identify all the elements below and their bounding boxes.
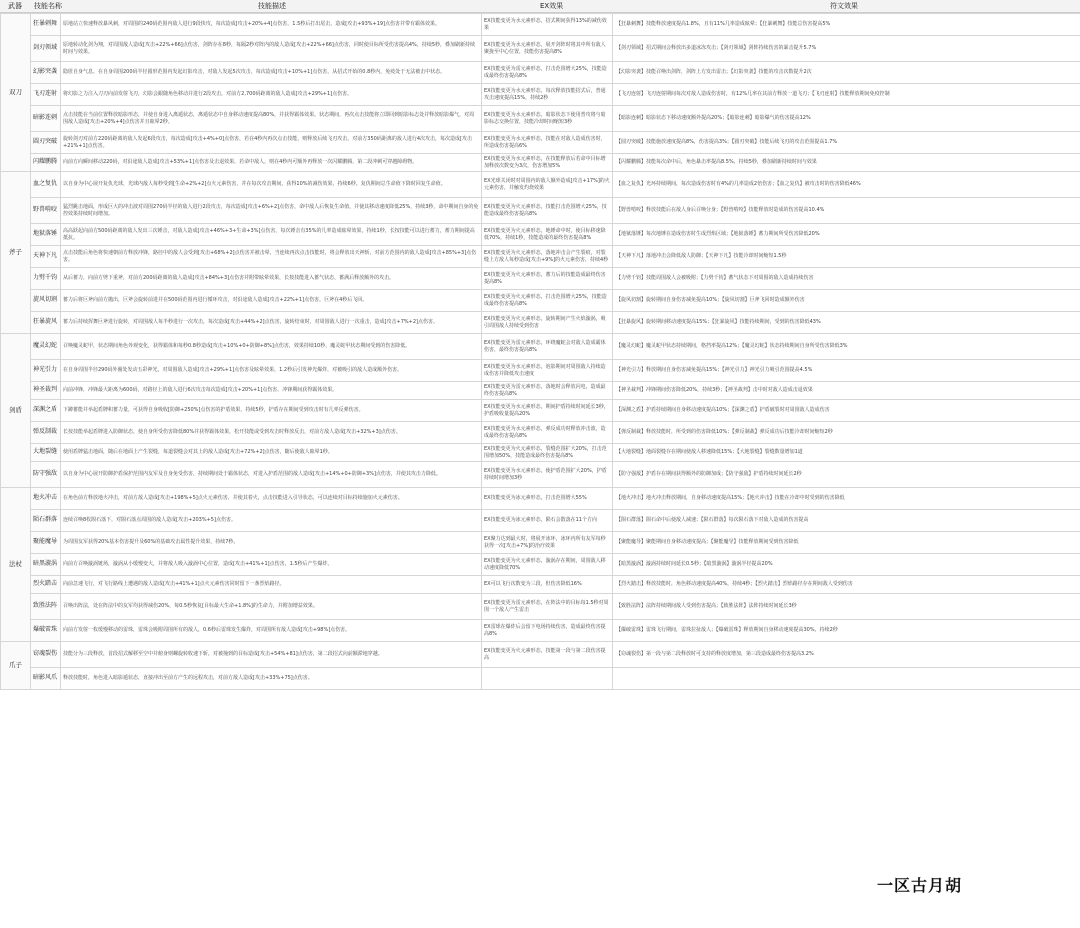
skill-row: [1, 382, 1080, 400]
rune-effect-cell: [613, 668, 1080, 690]
ex-effect-cell: EX技能变更为水元素形态，技能在对敌人造成伤害时，所造成伤害提高6%: [482, 132, 613, 154]
skill-row: [1, 576, 1080, 594]
rune-effect-cell: 【烈火踏击】释放技能时，角色移动速度提高40%，持续4秒；【烈火踏击】烈焰路径存在期间敌人受到伤害: [613, 576, 1080, 594]
ex-effect-cell: EX可以飞行次数变为三段，但伤害降低16%: [482, 576, 613, 594]
skill-row: [1, 462, 1080, 488]
rune-effect-cell: 【幻影突袭】技能召唤出剑阵，剑阵上方发出雷击；【幻影突袭】技能的攻击次数提升2次: [613, 62, 1080, 84]
ex-effect-cell: EX技能变更为雷元素形态，打击范围增大25%，技能造成最终伤害提高8%: [482, 62, 613, 84]
skill-row: [1, 594, 1080, 620]
desc-cell: 向前急速飞行，对飞行路线上遭遇的敌人造成[攻击+41%+1]点火元素伤害同时留下一条烈焰路径。: [61, 576, 482, 594]
header-ex: EX效果: [540, 2, 564, 10]
skill-row: [1, 532, 1080, 554]
skill-row: [1, 14, 1080, 36]
skill-name-cell: 致胜法阵: [31, 594, 61, 620]
rune-effect-cell: 【深渊之盾】护盾持续期间自身移动速度提高10%；【深渊之盾】护盾破裂时对周围敌人造成伤害: [613, 400, 1080, 422]
desc-cell: 隐匿自身气息，在自身周围200码半径圆形范围内发起幻影攻击，对敌人发起5次攻击，每次造成[攻击+10%+1]点伤害，从招式开始的0.8秒内，免疫处于无法被击中状态。: [61, 62, 482, 84]
skill-row: [1, 132, 1080, 154]
rune-effect-cell: 【大地裂缝】地面裂缝存在期间使敌人移速降低15%；【大地裂缝】裂缝数量增加1道: [613, 444, 1080, 462]
desc-cell: 原地转动化剑为翔，对周围敌人造成[攻击+22%+66]点伤害，剑阵存在8秒，每隔2秒对阵内的敌人造成[攻击+22%+66]点伤害，同时使目标所受伤害提高4%，持续5秒，叠加刷新持续时间与效果。: [61, 36, 482, 62]
ex-effect-cell: EX聚力达到最大时，将展开冰环，冰环内所有友军每秒获得一次[攻击+7%]的治疗效果: [482, 532, 613, 554]
skill-name-cell: 旋风切割: [31, 290, 61, 312]
skill-table: [0, 13, 1080, 690]
skill-name-cell: 暗影风爪: [31, 668, 61, 690]
skill-row: [1, 554, 1080, 576]
weapon-cell: 双刀: [1, 14, 31, 172]
ex-effect-cell: EX光球关闭时对周围内的敌人额外造成[攻击+17%]的火元素伤害，并触发灼烧效果: [482, 172, 613, 198]
rune-effect-cell: 【魔灵幻蛇】魔灵蛇甲状态持续期间，格挡率提高12%；【魔灵幻蛇】状态持续期间自身所受伤害降低3%: [613, 334, 1080, 360]
skill-row: [1, 154, 1080, 172]
skill-name-cell: 弹反制裁: [31, 422, 61, 444]
skill-name-cell: 窃魂裂伤: [31, 642, 61, 668]
skill-name-cell: 防守强敌: [31, 462, 61, 488]
header-skill: 技能名称: [34, 2, 62, 10]
rune-effect-cell: 【暗影连刺】暗影状态下移动速度额外提高20%；【暗影连刺】暗影爆气的伤害提高12%: [613, 106, 1080, 132]
desc-cell: 点击技能后角色将快速朝前方释放冲锋，路径中的敌人会受到[攻击+68%+2]点伤害并被击晕，当连续再次点击技能时，将会释放出天神斩，对前方范围内的敌人造成[攻击+85%+3]点伤害。: [61, 246, 482, 268]
skill-row: [1, 444, 1080, 462]
ex-effect-cell: EX技能变更为冰元素形态，打击范围增大55%: [482, 488, 613, 510]
skill-name-cell: 陨石群落: [31, 510, 61, 532]
skill-row: [1, 268, 1080, 290]
rune-effect-cell: 【狂暴旋风】旋转期间移动速度提高15%；【狂暴旋风】技能持续期间，受到的伤害降低43%: [613, 312, 1080, 334]
skill-name-cell: 地狱落锤: [31, 224, 61, 246]
rune-effect-cell: 【聚能魔导】聚能期间自身移动速度提高；【聚能魔导】技能释放期间受到伤害降低: [613, 532, 1080, 554]
skill-name-cell: 神光引力: [31, 360, 61, 382]
ex-effect-cell: EX技能变更为火元素形态，裂缝范围扩大20%，打击范围增加50%，技能造成最终伤害提高8%: [482, 444, 613, 462]
skill-row: [1, 360, 1080, 382]
rune-effect-cell: 【力劈千钧】技能周围敌人会被吸附；【力劈千钧】蓄气状态下对周围的敌人造成持续伤害: [613, 268, 1080, 290]
skill-name-cell: 闪耀鹏腾: [31, 154, 61, 172]
desc-cell: 为周围友军获得20%基本伤害提升及60%的基础攻击属性提升效果，持续7秒。: [61, 532, 482, 554]
ex-effect-cell: EX技能变更为水元素形态，期间护盾持续时间延长3秒，护盾吸收量提高20%: [482, 400, 613, 422]
desc-cell: 技能分为三段释放，首段招式解移至空中并俯身则螺旋转收速下斩，对被撞到的目标造成[攻击+54%+81]点伤害，第二段招式向前额滞地穿越。: [61, 642, 482, 668]
skill-row: [1, 488, 1080, 510]
ex-effect-cell: EX技能变更为水元素形态，展开剑阵时将其中所有敌人聚拢至中心位置，技能伤害提高8%: [482, 36, 613, 62]
skill-name-cell: 神圣裁判: [31, 382, 61, 400]
ex-effect-cell: EX技能变更为水元素形态，每次释放技能招式后，普通攻击速度提高15%，持续2秒: [482, 84, 613, 106]
header-row: [0, 0, 1080, 13]
desc-cell: 向前方发射一枚缓慢移动的雷珠，雷珠会吸附周围所有的敌人，0.6秒后雷珠发生爆炸，对周围所有敌人造成[攻击+98%]点伤害。: [61, 620, 482, 642]
desc-cell: 以自身为中心展开复仇光球，光球内敌人每秒受到[生命+2%+2]点火元素伤害，并在每次攻击期间，获得10%的减伤效果，持续6秒。复仇期间总生命值下降时回复生命值。: [61, 172, 482, 198]
desc-cell: 向前方向瞬间移动220码，对沿途敌人造成[攻击+53%+1]点伤害及击退效果，若命中敌人，则在4秒内可额外再释放一次闪耀鹏腾，第二段冲刺可穿越障碍物。: [61, 154, 482, 172]
skill-name-cell: 地火冲击: [31, 488, 61, 510]
skill-name-cell: 狂暴旋风: [31, 312, 61, 334]
skill-name-cell: 圆刃突破: [31, 132, 61, 154]
rune-effect-cell: 【暗黑漩涡】漩涡持续时间延长0.5秒；【暗黑漩涡】漩涡半径提高20%: [613, 554, 1080, 576]
desc-cell: 蓄力后将巨斧向前方抛出，巨斧会旋转前进并在500码范围内进行循环攻击，对沿途敌人造成[攻击+22%+1]点伤害，巨斧在4秒后飞回。: [61, 290, 482, 312]
skill-name-cell: 聚能魔导: [31, 532, 61, 554]
skill-row: [1, 510, 1080, 532]
desc-cell: 点击技能在当前位置释放暗影形态，并使自身进入离遁状态，离遁状态中自身移动速度提高80%，并获得霸体效果。状态期间，再次点击技能将立即回到暗影标志处并释放暗影爆气，对周围敌人造成[攻击+20%+4]点伤害并且眩晕2秒。: [61, 106, 482, 132]
header-weapon: 武器: [8, 2, 22, 10]
desc-cell: 蓄力后持续挥舞巨斧进行旋转，对周围敌人每半秒进行一次攻击，每次造成[攻击+44%+2]点伤害，旋转结束时，对周围敌人进行一次重击，造成[攻击+7%+2]点伤害。: [61, 312, 482, 334]
skill-row: [1, 84, 1080, 106]
skill-name-cell: 爆破雷珠: [31, 620, 61, 642]
desc-cell: 在角色前方释放地火冲击，对前方敌人造成[攻击+198%+5]点火元素伤害，并使其着火，点击技能进入引导状态，可以连续对目标持续施加火元素伤害。: [61, 488, 482, 510]
skill-row: [1, 172, 1080, 198]
desc-cell: 释放技能时，角色进入暗影遁状态，直接冲出至前方产生的远程攻击，对前方敌人造成[攻击+33%+75]点伤害。: [61, 668, 482, 690]
desc-cell: 向前冲锋，冲锋最大距离为600码，对路径上的敌人进行6次攻击每次造成[攻击+20%+1]点伤害，冲锋期间获得霸体效果。: [61, 382, 482, 400]
skill-name-cell: 狂暴刺舞: [31, 14, 61, 36]
rune-effect-cell: 【闪耀鹏腾】技能每次命中后，角色暴击率提高8.5%，持续5秒，叠加刷新持续时间与效果: [613, 154, 1080, 172]
skill-row: [1, 312, 1080, 334]
desc-cell: 召唤出阵法，处在阵法中的友军均获得减伤20%，每0.5秒恢复[目标最大生命+1.8%]的生命力，并附加增益效果。: [61, 594, 482, 620]
desc-cell: 下蹲蓄能并举起盾牌积蓄力量，可获得自身吸收[防御+250%]点伤害的护盾效果，持续5秒，护盾存在期间受到攻击时有几率反弹伤害。: [61, 400, 482, 422]
skill-name-cell: 大地裂缝: [31, 444, 61, 462]
desc-cell: 旋转剑刃对前方220码距离的敌人发起6段攻击，每次造成[攻击+4%+0]点伤害，若在4秒内再次点击技能，则释放后续飞刃攻击，对前方350码距离的敌人进行4次攻击，每次造成[攻击+21%+1]点伤害。: [61, 132, 482, 154]
rune-effect-cell: 【飞刃连射】飞刃连射期间每次对敌人造成伤害时，有12%几率在其前方释放一道飞刃；【飞刃连射】技能释放期间免疫控制: [613, 84, 1080, 106]
rune-effect-cell: 【剑刃领域】招式期间会释放出多道冰冻攻击；【剑刃领域】剑阵持续伤害的暴击提升5.7%: [613, 36, 1080, 62]
desc-cell: 将幻影之力注入刀刃向前发射飞刃，幻影会跟随角色移动并进行2段攻击，对前方2,700码距离的敌人造成[攻击+29%+1]点伤害。: [61, 84, 482, 106]
ex-effect-cell: EX技能变更为水元素形态，在技能释放后若命中目标增加释放次数变为3次，伤害增加5%: [482, 154, 613, 172]
skill-row: [1, 106, 1080, 132]
skill-row: [1, 668, 1080, 690]
rune-effect-cell: 【天神下凡】落地冲击会降低敌人防御；【天神下凡】技能冷却时间缩短1.5秒: [613, 246, 1080, 268]
skill-name-cell: 深渊之盾: [31, 400, 61, 422]
ex-effect-cell: EX技能变更为雷元素形态，落地时会释放闪电，造成最终伤害提高8%: [482, 382, 613, 400]
rune-effect-cell: 【防守强敌】护盾存在期间获得额外的防御加成；【防守强敌】护盾持续时间延长2秒: [613, 462, 1080, 488]
rune-effect-cell: 【神圣裁判】冲锋期间伤害降低20%，持续3秒；【神圣裁判】击中时对敌人造成击退效果: [613, 382, 1080, 400]
rune-effect-cell: 【血之复仇】光环持续期间，每次造成伤害时有4%的几率造成2倍伤害；【血之复仇】被攻击时的伤害降低46%: [613, 172, 1080, 198]
skill-name-cell: 血之复仇: [31, 172, 61, 198]
desc-cell: 向前方召唤漩涡链场，漩涡从小缓慢变大，并将敌人吸入漩涡中心位置，造成[攻击+41%+1]点伤害，1.5秒后产生爆炸。: [61, 554, 482, 576]
ex-effect-cell: EX技能变更为水元素形态，弹反成功时释放冲击波，造成最终伤害提高8%: [482, 422, 613, 444]
ex-effect-cell: EX技能变更为水元素形态，暗影状态下使用普攻将与暗影标志交换位置，技能冷却时间缩短3秒: [482, 106, 613, 132]
desc-cell: 召唤魔灵蛇甲，状态期间角色外观变化，获得霸体和每秒0.8秒造成[攻击+10%+0+防御+8%]点伤害，效果持续10秒，魔灵蛇甲状态期间受到的伤害降低。: [61, 334, 482, 360]
ex-effect-cell: EX技能变更为火元素形态，落地冲击会产生裂痕，对裂缝上方敌人每秒造成[攻击+9%]的火元素伤害，持续4秒: [482, 246, 613, 268]
rune-effect-cell: 【狂暴刺舞】技能释放速度提高1.8%，且有11%几率造成眩晕；【狂暴刺舞】技能总伤害提高5%: [613, 14, 1080, 36]
desc-cell: 从后蓄力，向前方劈下重斧，对前方200码距离的敌人造成[攻击+84%+3]点伤害并附带眩晕效果，长按技能进入蓄气状态，蓄满后释放额外的攻击。: [61, 268, 482, 290]
skill-name-cell: 幻影突袭: [31, 62, 61, 84]
ex-effect-cell: EX技能变更为火元素形态，打击范围增大25%，技能造成最终伤害提高8%: [482, 290, 613, 312]
weapon-cell: 剑盾: [1, 334, 31, 488]
skill-row: [1, 198, 1080, 224]
rune-effect-cell: 【野兽啃咬】释放技能后在敌人身后召唤分身；【野兽啃咬】技能释放时造成的伤害提高10.4%: [613, 198, 1080, 224]
skill-row: [1, 290, 1080, 312]
skill-row: [1, 620, 1080, 642]
skill-name-cell: 烈火踏击: [31, 576, 61, 594]
rune-effect-cell: 【地狱落锤】每次地锤在造成伤害时生成烈焰区域；【地狱落锤】蓄力期间所受伤害降低20%: [613, 224, 1080, 246]
skill-name-cell: 野兽啃咬: [31, 198, 61, 224]
ex-effect-cell: [482, 668, 613, 690]
skill-row: [1, 224, 1080, 246]
rune-effect-cell: 【弹反制裁】释放技能时，所受到的伤害降低10%；【弹反制裁】弹反成功后技能冷却时间缩短2秒: [613, 422, 1080, 444]
ex-effect-cell: EX技能变更为火元素形态，地锤命中时，使目标移速降低70%，持续1秒，技能造成的最终伤害提高8%: [482, 224, 613, 246]
skill-name-cell: 剑刃领域: [31, 36, 61, 62]
skill-name-cell: 暗黑漩涡: [31, 554, 61, 576]
rune-effect-cell: 【窃魂裂伤】第一段与第二段释放时可支持的释放度增加，第三段造成最终伤害提高3.2%: [613, 642, 1080, 668]
header-rune: 符文效果: [830, 2, 858, 10]
desc-cell: 使用盾牌猛击地面，随后在地面上产生裂缝，每道裂缝会对其上的敌人造成[攻击+72%+2]点伤害，随后使敌人眩晕1秒。: [61, 444, 482, 462]
ex-effect-cell: EX技能变更为火元素形态，技能打击范围增大25%，技能造成最终伤害提高8%: [482, 198, 613, 224]
skill-name-cell: 暗影连刺: [31, 106, 61, 132]
rune-effect-cell: 【陨石群落】陨石命中后使敌人减速；【陨石群落】每次陨石落下对敌人造成的伤害提高: [613, 510, 1080, 532]
skill-row: [1, 400, 1080, 422]
watermark-text: 一区古月胡: [876, 876, 962, 895]
header-desc: 技能描述: [258, 2, 286, 10]
ex-effect-cell: EX技能变更为雷元素形态，在阵法中的目标每1.5秒对周围一个敌人产生雷击: [482, 594, 613, 620]
skill-row: [1, 422, 1080, 444]
desc-cell: 高高跃起向前方500码距离的敌人发出三次锤击，对敌人造成[攻击+46%+3+生命+3%]点伤害，每次锤击有35%的几率造成眩晕效果，持续1秒，长按技能可以进行蓄力，蓄力期间提高抵抗。: [61, 224, 482, 246]
ex-effect-cell: EX技能变更为火元素形态，技能第一段与第二段伤害提高: [482, 642, 613, 668]
desc-cell: 猛烈跳击地面，形成巨大的冲击波对周围270码半径的敌人进行2段攻击，每次造成[攻击+6%+2]点伤害，命中敌人后恢复生命值，并使其移动速度降低25%，持续3秒，命中期间自身的免控效果持续时间增加。: [61, 198, 482, 224]
rune-effect-cell: 【神光引力】释放期间自身伤害减免提高15%；【神光引力】神光引力吸引范围提高4.5%: [613, 360, 1080, 382]
skill-row: [1, 642, 1080, 668]
skill-name-cell: 魔灵幻蛇: [31, 334, 61, 360]
ex-effect-cell: EX技能变更为雷元素形态，环绕魔蛇会对敌人造成霸体伤害，最终伤害提高8%: [482, 334, 613, 360]
ex-effect-cell: EX雷球在爆炸后会留下电场持续伤害，造成最终伤害提高8%: [482, 620, 613, 642]
rune-effect-cell: 【爆破雷珠】雷珠飞行期间，雷珠拉扯敌人；【爆破雷珠】释放期间自身移动速度提高30%，持续2秒: [613, 620, 1080, 642]
weapon-cell: 斧子: [1, 172, 31, 334]
skill-row: [1, 334, 1080, 360]
ex-effect-cell: EX技能变更为火元素形态，蓄力后的技能造成最终伤害提高8%: [482, 268, 613, 290]
rune-effect-cell: 【旋风切割】旋转期间自身伤害减免提高10%；【旋风切割】巨斧飞回时造成额外伤害: [613, 290, 1080, 312]
rune-effect-cell: 【地火冲击】地火冲击释放期间，自身移动速度提高15%；【地火冲击】技能在冷却中时受到的伤害降低: [613, 488, 1080, 510]
rune-effect-cell: 【致胜法阵】法阵持续期间敌人受到伤害提高；【致胜法阵】法阵持续时间延长3秒: [613, 594, 1080, 620]
skill-name-cell: 天神下凡: [31, 246, 61, 268]
desc-cell: 在自身周围半径290码外圈处发动五彩神光，对周围敌人造成[攻击+29%+1]点伤害及眩晕效果，1.2秒后引发神光爆炸，对被吸引的敌人造成额外伤害。: [61, 360, 482, 382]
desc-cell: 长按技能举起盾牌进入防御状态，使自身所受伤害降低80%并获得霸体效果，松开技能或受到攻击时释放反击，对前方敌人造成[攻击+32%+3]点伤害。: [61, 422, 482, 444]
ex-effect-cell: EX技能变更为冰元素形态，陨石会散落在11个方向: [482, 510, 613, 532]
rune-effect-cell: 【圆刃突破】技能施放速度提高8%，伤害提高3%；【圆刃突破】技能后续飞刃的攻击范围提高1.7%: [613, 132, 1080, 154]
weapon-cell: 法杖: [1, 488, 31, 642]
ex-effect-cell: EX技能变更为水元素形态，泡影期间对周围敌人持续造成伤害并降低攻击速度: [482, 360, 613, 382]
skill-name-cell: 飞刃连射: [31, 84, 61, 106]
skill-row: [1, 246, 1080, 268]
ex-effect-cell: EX技能变更为火元素形态，漩涡存在期间，周围敌人移动速度降低70%: [482, 554, 613, 576]
ex-effect-cell: EX技能变更为火元素形态，旋转期间产生火焰漩涡，吸引周围敌人持续受到伤害: [482, 312, 613, 334]
weapon-cell: 爪子: [1, 642, 31, 690]
skill-name-cell: 力劈千钧: [31, 268, 61, 290]
data-grid: [0, 13, 1080, 928]
ex-effect-cell: EX技能变更为水元素形态，使护盾范围扩大20%，护盾持续时间增加3秒: [482, 462, 613, 488]
skill-row: [1, 62, 1080, 84]
skill-row: [1, 36, 1080, 62]
desc-cell: 以自身为中心展开防御护盾保护范围内友军及自身免受伤害，持续期间处于霸体状态，对进入护盾范围的敌人造成[攻击+14%+0+防御+3%]点伤害，并使其攻击力降低。: [61, 462, 482, 488]
desc-cell: 连续召唤8枚陨石落下，对陨石落点周围的敌人造成[攻击+203%+5]点伤害。: [61, 510, 482, 532]
desc-cell: 原地站立快速释放暴风刺，对周围的240码范围内敌人进行9段快攻，每次造成[攻击+20%+4]点伤害，1.5秒后打出尾击，造成[攻击+93%+19]点伤害并带有霸体效果。: [61, 14, 482, 36]
ex-effect-cell: EX技能变更为水元素形态，招式期间获得13%的减伤效果: [482, 14, 613, 36]
